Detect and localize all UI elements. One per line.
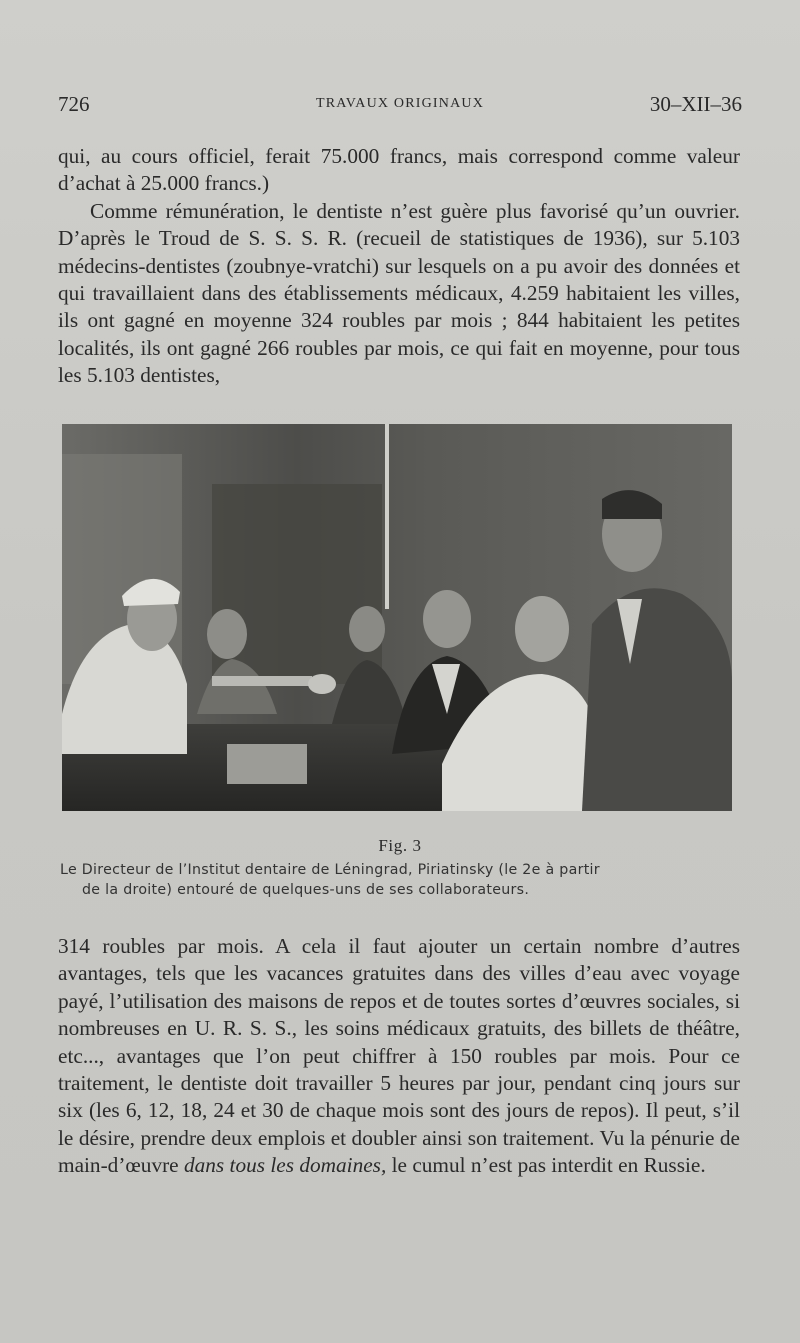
paragraph-salary [58, 933, 740, 1180]
caption-line-1: Le Directeur de l’Institut dentaire de Léningrad, Piriatinsky (le 2e à partir [60, 862, 600, 878]
group-photo [62, 424, 732, 811]
page-header [58, 92, 742, 120]
paragraph-salary-start: 314 roubles par mois. A cela il faut ajouter un certain nombre d’autres avantages, tels que les vacances gratuites dans des villes d’eau avec voyage payé, l’utilisation des maisons de repos et de toutes sortes d’œuvres sociales, si nombreuses en U. R. S. S., les soins médicaux gratuits, des billets de théâtre, etc..., avantages que l’on peut chiffrer à 150 roubles par mois. Pour ce traitement, le dentiste doit travailler 5 heures par jour, pendant cinq jours sur six (les 6, 12, 18, 24 et 30 de chaque mois sont des jours de repos). Il peut, s’il le désire, prendre deux emplois et doubler ainsi son traitement. Vu la pénurie de main-d’œuvre [58, 934, 740, 1178]
paragraph-continuation: qui, au cours officiel, ferait 75.000 francs, mais correspond comme valeur d’achat à 25.000 francs.) [58, 144, 740, 196]
paragraph-salary-end: le cumul n’est pas interdit en Russie. [386, 1153, 706, 1178]
paragraph-remuneration: Comme rémunération, le dentiste n’est guère plus favorisé qu’un ouvrier. D’après le Troud de S. S. S. R. (recueil de statistiques de 1936), sur 5.103 médecins-dentistes (zoubnye-vratchi) sur lesquels on a pu avoir des données et qui travaillaient dans des établissements médicaux, 4.259 habitaient les villes, ils ont gagné en moyenne 324 roubles par mois ; 844 habitaient les petites localités, ils ont gagné 266 roubles par mois, ce qui fait en moyenne, pour tous les 5.103 dentistes, [58, 198, 740, 388]
figure-caption [60, 860, 742, 900]
caption-line-2: de la droite) entouré de quelques-uns de ses collaborateurs. [82, 882, 530, 898]
running-title: TRAVAUX ORIGINAUX [315, 96, 485, 111]
figure-label: Fig. 3 [378, 836, 422, 855]
header-date: 30–XII–36 [649, 92, 742, 116]
page-number: 726 [58, 92, 90, 116]
top-text-block [58, 143, 740, 390]
bottom-text-block [58, 933, 740, 1180]
italic-phrase: dans tous les domaines, [183, 1153, 387, 1178]
